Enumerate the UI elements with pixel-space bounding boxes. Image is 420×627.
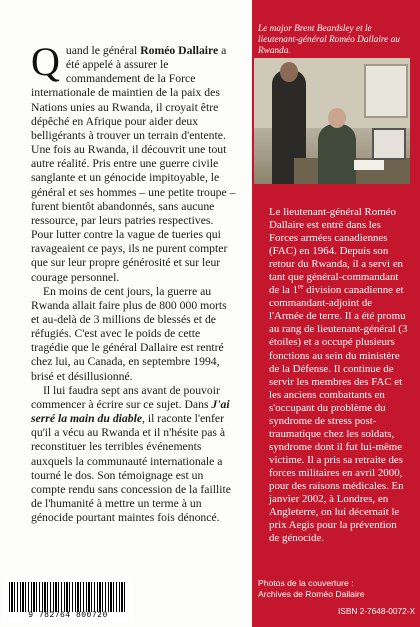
isbn-label: ISBN 2-7648-0072-X bbox=[338, 606, 416, 616]
photo-credits: Photos de la couverture : Archives de Roméo Dallaire bbox=[258, 578, 365, 599]
synopsis bbox=[31, 39, 237, 525]
synopsis-paragraph-2: En moins de cent jours, la guerre au Rwanda allait faire plus de 800 000 morts et au-delà de 3 millions de blessés et de réfugiés. C'est avec le poids de cette tragédie que le général Dallaire est rentré chez lui, au Canada, en septembre 1994, brisé et désillusionné. bbox=[31, 284, 227, 383]
photo-caption: Le major Brent Beardsley et le lieutenant-général Roméo Dallaire au Rwanda. bbox=[258, 24, 400, 56]
author-biography: Le lieutenant-général Roméo Dallaire est entré dans les Forces armées canadiennes (FAC) en 1964. Depuis son retour du Rwanda, il a servi en tant que général-commandant de la 1re division canadienne et commandant-adjoint de l'Armée de terre. Il a été promu au rang de lieutenant-général (3 étoiles) et a occupé plusieurs fonctions au sein du ministère de la Défense. Il continue de servir les membres des FAC et les anciens combattants en s'occupant du problème du syndrome de stress post-traumatique chez les soldats, syndrome dont il fut lui-même victime. Il a pris sa retraite des forces militaires en avril 2000, pour des raisons médicales. En janvier 2002, à Londres, en Angleterre, on lui décernait le prix Aegis pour la prévention de génocide. bbox=[269, 206, 408, 545]
barcode-bars bbox=[9, 582, 127, 612]
barcode bbox=[3, 580, 133, 622]
drop-cap: Q bbox=[31, 39, 60, 84]
synopsis-paragraph-1: Quand le général Roméo Dallaire a été appelé à assurer le commandement de la Force internationale de maintien de la paix des Nations unies au Rwanda, il croyait être dépêché en Afrique pour aider deux belligérants à trouver un terrain d'entente. Une fois au Rwanda, il découvrit une tout autre réalité. Pris entre une guerre civile sanglante et un génocide impitoyable, le général et ses hommes – une petite troupe – furent bientôt abandonnés, sans aucune ressource, par leurs patries respectives. Pour lutter contre la vague de tueries qui ravageaient ce pays, ils ne purent compter que sur leur propre générosité et sur leur courage personnel. bbox=[31, 39, 236, 284]
barcode-digits: 9 782764 800720 bbox=[28, 611, 108, 620]
author-name: Roméo Dallaire bbox=[140, 44, 219, 57]
book-title: J'ai serré la main du diable bbox=[31, 397, 230, 426]
cover-photo bbox=[254, 58, 410, 184]
synopsis-paragraph-3: Il lui faudra sept ans avant de pouvoir commencer à écrire sur ce sujet. Dans J'ai serré la main du diable, il raconte l'enfer qu'il a vécu au Rwanda et il n'hésite pas à reconstituer les terribles événements auxquels la communauté internationale a tourné le dos. Son témoignage est un compte rendu sans concession de la faillite de l'humanité à mettre un terme à un génocide pourtant maintes fois dénoncé. bbox=[31, 383, 231, 525]
red-sidebar bbox=[252, 0, 420, 627]
